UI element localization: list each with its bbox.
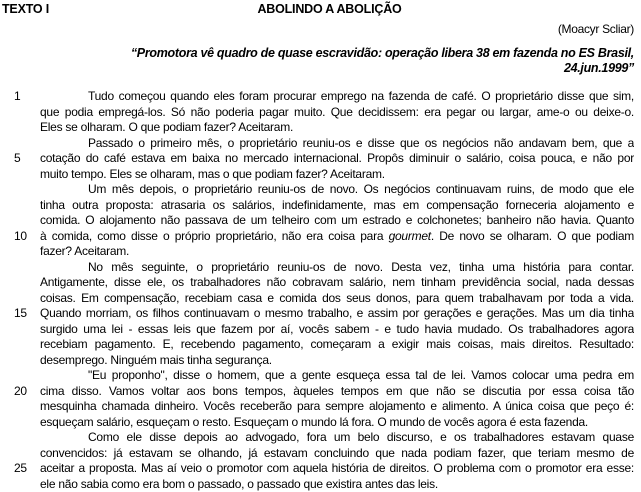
line-text: esqueçam salário, esqueçam o resto. Esqueçam o mundo lá fora. O mundo de vocês agora é esta fazenda. <box>40 415 634 431</box>
line-number: 10 <box>14 229 28 245</box>
text-label: TEXTO I <box>2 2 49 16</box>
text-line-23 <box>0 430 641 446</box>
line-text: coisas. Em compensação, recebiam casa e comida dos seus donos, para quem trabalhavam por toda a vida. <box>40 291 634 307</box>
epigraph <box>74 46 634 76</box>
line-text: Um mês depois, o proprietário reuniu-os de novo. Os negócios continuavam ruins, de modo que ele <box>88 182 634 198</box>
text-line-3 <box>0 120 641 136</box>
line-text: Passado o primeiro mês, o proprietário reuniu-os e disse que os negócios não andavam bem, que a <box>88 136 634 152</box>
line-text: desemprego. Ninguém mais tinha segurança. <box>40 353 634 369</box>
line-number: 5 <box>14 151 28 167</box>
author-name: (Moacyr Scliar) <box>558 22 634 36</box>
line-text: muito tempo. Eles se olharam, mas o que podiam fazer? Aceitaram. <box>40 167 634 183</box>
text-line-20 <box>0 384 641 400</box>
line-text: que podia empregá-los. Só não poderia pagar muito. Que decidissem: era pegar ou largar, ame-o ou deixe-o. <box>40 105 634 121</box>
text-line-15 <box>0 306 641 322</box>
line-text <box>40 229 634 245</box>
line-text: convencidos: já estavam se olhando, já estavam concluindo que nada podiam fazer, que teriam mesmo de <box>40 446 634 462</box>
text-line-10 <box>0 229 641 245</box>
document-title: ABOLINDO A ABOLIÇÃO <box>0 2 641 16</box>
line-number: 25 <box>14 461 28 477</box>
text-line-9 <box>0 213 641 229</box>
line-text: cotação do café estava em baixa no mercado internacional. Propôs diminuir o salário, coisa pouca, e não por <box>40 151 634 167</box>
text-line-4 <box>0 136 641 152</box>
line-text: recebiam pagamento. E, recebendo pagamento, começaram a exigir mais coisas, mais direitos. Resultado: <box>40 337 634 353</box>
line-text: cima disso. Vamos voltar aos bons tempos, àqueles tempos em que não se discutia por essa coisa tão <box>40 384 634 400</box>
line-text: tinha outra proposta: atrasaria os salários, indefinidamente, mas em compensação forneceria alojamento e <box>40 198 634 214</box>
line-text: Antigamente, disse ele, os trabalhadores não cobravam salário, nem tinham previdência social, nada dessas <box>40 275 634 291</box>
text-line-19 <box>0 368 641 384</box>
line-text: Tudo começou quando eles foram procurar emprego na fazenda de café. O proprietário disse que sim, <box>88 89 634 105</box>
text-line-17 <box>0 337 641 353</box>
italic-word: gourmet <box>389 229 431 243</box>
text-line-14 <box>0 291 641 307</box>
line-text: aceitar a proposta. Mas aí veio o promotor com aquela história de direitos. O problema com o promotor era esse: <box>40 461 634 477</box>
text-line-16 <box>0 322 641 338</box>
line-text: "Eu proponho", disse o homem, que a gente esqueça essa tal de lei. Vamos colocar uma pedra em <box>88 368 634 384</box>
text-line-26 <box>0 477 641 492</box>
text-line-1 <box>0 89 641 105</box>
line-text: mesquinha chamada dinheiro. Vocês receberão para sempre alojamento e alimento. A única coisa que peço é: <box>40 399 634 415</box>
text-line-6 <box>0 167 641 183</box>
text-line-5 <box>0 151 641 167</box>
line-number: 1 <box>14 89 28 105</box>
text-line-22 <box>0 415 641 431</box>
epigraph-line-2: 24.jun.1999” <box>74 61 634 76</box>
text-line-11 <box>0 244 641 260</box>
line-text-before: à comida, como disse o próprio proprietário, não era coisa para <box>40 229 389 243</box>
text-line-13 <box>0 275 641 291</box>
line-number: 20 <box>14 384 28 400</box>
text-line-18 <box>0 353 641 369</box>
text-line-2 <box>0 105 641 121</box>
body-text <box>0 89 641 492</box>
text-line-24 <box>0 446 641 462</box>
text-line-25 <box>0 461 641 477</box>
line-text: comida. O alojamento não passava de um telheiro com um estrado e colchonetes; banheiro não havia. Quanto <box>40 213 634 229</box>
line-text: Quando morriam, os filhos continuavam o mesmo trabalho, e assim por gerações e gerações. Mas um dia tinha <box>40 306 634 322</box>
text-line-12 <box>0 260 641 276</box>
line-text-after: . De novo se olharam. O que podiam <box>431 229 634 243</box>
line-text: surgido uma lei - essas leis que fazem por aí, vocês sabem - e tudo havia mudado. Os trabalhadores agora <box>40 322 634 338</box>
text-line-7 <box>0 182 641 198</box>
epigraph-line-1: “Promotora vê quadro de quase escravidão: operação libera 38 em fazenda no ES Brasil, <box>74 46 634 61</box>
text-line-8 <box>0 198 641 214</box>
line-text: Eles se olharam. O que podiam fazer? Aceitaram. <box>40 120 634 136</box>
line-text: Como ele disse depois ao advogado, fora um belo discurso, e os trabalhadores estavam quase <box>88 430 634 446</box>
text-line-21 <box>0 399 641 415</box>
line-text: fazer? Aceitaram. <box>40 244 634 260</box>
line-number: 15 <box>14 306 28 322</box>
line-text: ele não sabia como era bom o passado, o passado que existira antes das leis. <box>40 477 634 492</box>
line-text: No mês seguinte, o proprietário reuniu-os de novo. Desta vez, tinha uma história para contar. <box>88 260 634 276</box>
